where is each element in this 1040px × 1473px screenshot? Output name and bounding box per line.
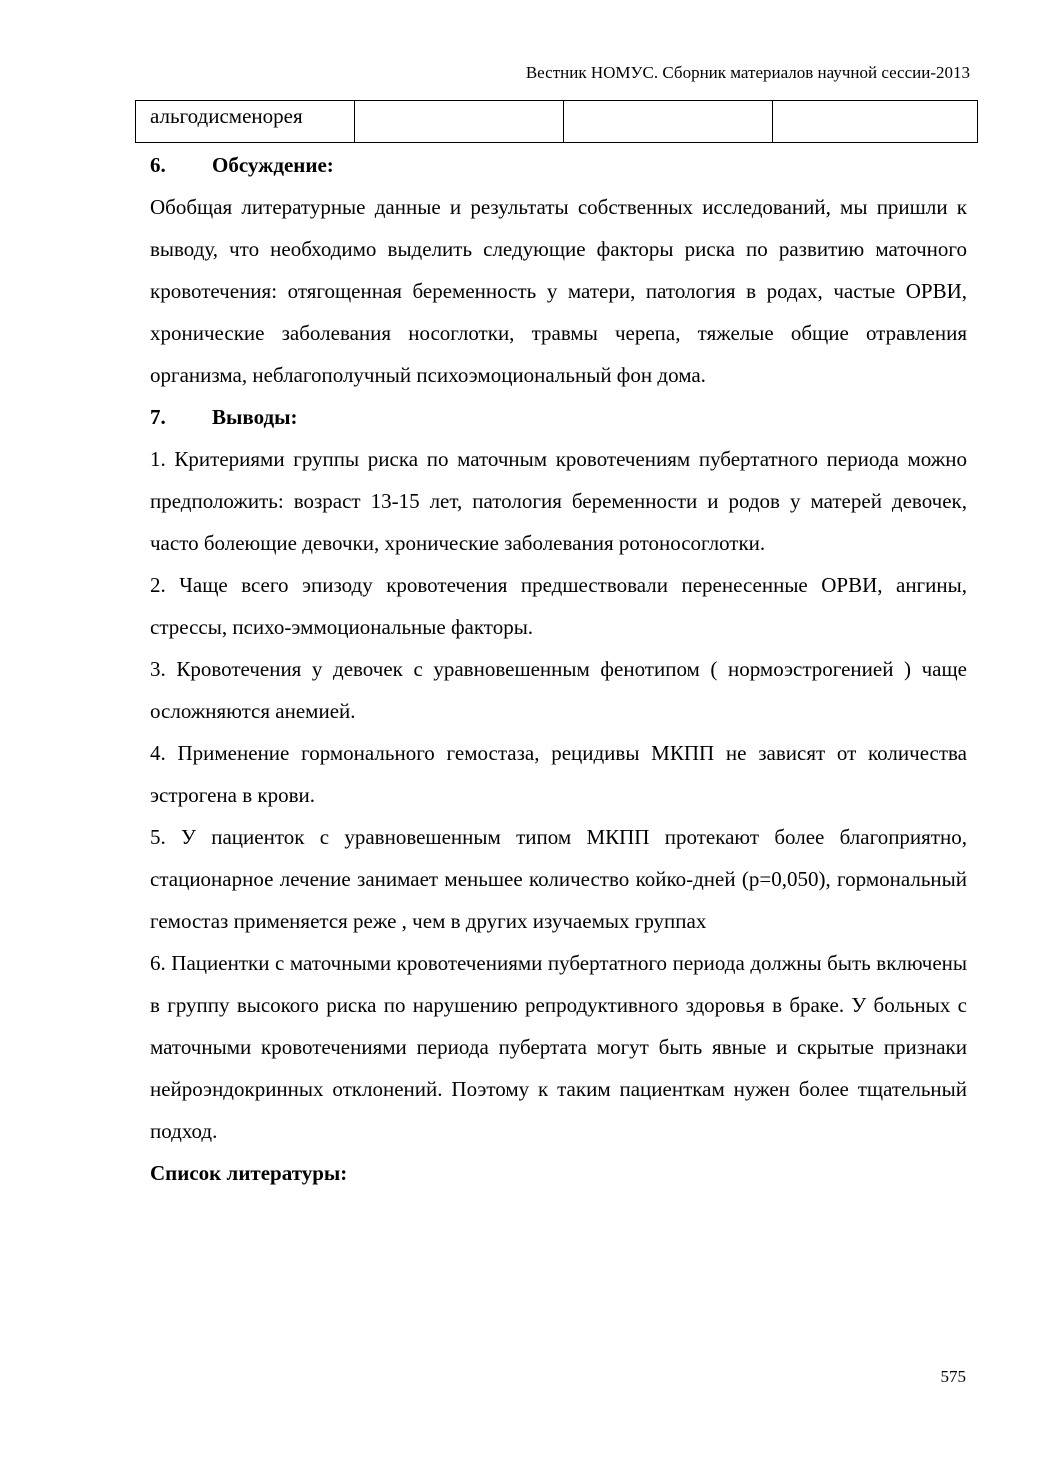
table-cell: альгодисменорея: [136, 101, 355, 143]
section-title: Выводы:: [212, 405, 298, 429]
section-number: 7.: [150, 405, 166, 429]
conclusion-item: 1. Критериями группы риска по маточным кровотечениям пубертатного периода можно предположить: возраст 13-15 лет, патология беременности и родов у матерей девочек, часто болеющие девочки, хронические заболевания ротоносоглотки.: [150, 447, 967, 555]
section-heading-discussion: [150, 144, 967, 186]
references-heading: Список литературы:: [150, 1161, 348, 1185]
conclusion-item: 4. Применение гормонального гемостаза, рецидивы МКПП не зависят от количества эстрогена в крови.: [150, 741, 967, 807]
conclusion-item: 5. У пациенток с уравновешенным типом МКПП протекают более благоприятно, стационарное лечение занимает меньшее количество койко-дней (p=0,050), гормональный гемостаз применяется реже , чем в других изучаемых группах: [150, 825, 967, 933]
article-body: [150, 144, 967, 1194]
data-table-fragment: [135, 100, 978, 143]
table-row: [136, 101, 978, 143]
page-number: 575: [940, 1367, 966, 1386]
section-heading-conclusions: [150, 396, 967, 438]
conclusion-item: 6. Пациентки с маточными кровотечениями пубертатного периода должны быть включены в группу высокого риска по нарушению репродуктивного здоровья в браке. У больных с маточными кровотечениями периода пубертата могут быть явные и скрытые признаки нейроэндокринных отклонений. Поэтому к таким пациенткам нужен более тщательный подход.: [150, 951, 967, 1143]
section-number: 6.: [150, 153, 166, 177]
section-title: Обсуждение:: [212, 153, 334, 177]
table-cell: [355, 101, 564, 143]
conclusion-item: 2. Чаще всего эпизоду кровотечения предшествовали перенесенные ОРВИ, ангины, стрессы, психо-эммоциональные факторы.: [150, 573, 967, 639]
table-cell: [564, 101, 773, 143]
journal-header: Вестник НОМУС. Сборник материалов научной сессии-2013: [525, 63, 970, 82]
table-cell: [773, 101, 978, 143]
discussion-paragraph: Обобщая литературные данные и результаты собственных исследований, мы пришли к выводу, что необходимо выделить следующие факторы риска по развитию маточного кровотечения: отягощенная беременность у матери, патология в родах, частые ОРВИ, хронические заболевания носоглотки, травмы черепа, тяжелые общие отравления организма, неблагополучный психоэмоциональный фон дома.: [150, 195, 967, 387]
conclusion-item: 3. Кровотечения у девочек с уравновешенным фенотипом ( нормоэстрогенией ) чаще осложняются анемией.: [150, 657, 967, 723]
